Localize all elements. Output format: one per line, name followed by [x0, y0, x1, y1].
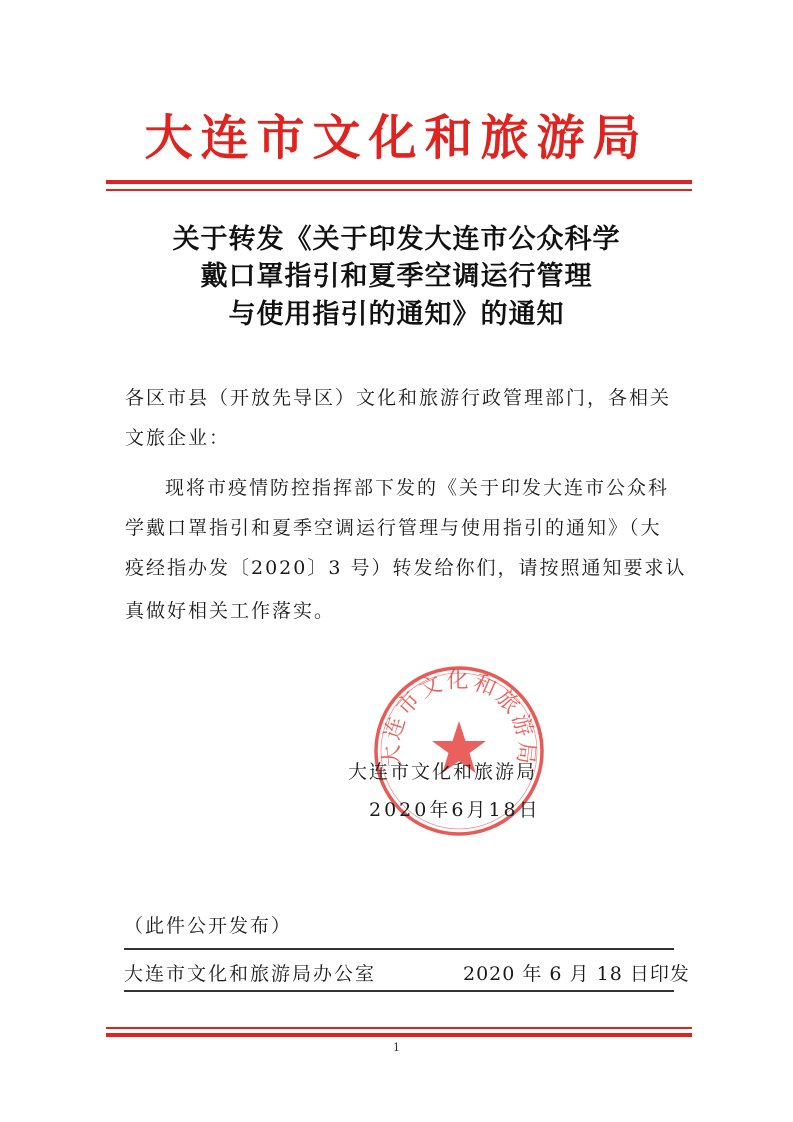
page-number: 1 — [393, 1041, 400, 1054]
footer-rule-bottom — [124, 990, 674, 992]
seal-text: 大连市文化和旅游局 — [379, 668, 539, 769]
footer-red-rule-thick — [106, 1033, 692, 1037]
footer-rule-top — [124, 948, 674, 950]
footer-red-rule-thin — [106, 1027, 692, 1029]
body-paragraph-line-2: 学戴口罩指引和夏季空调运行管理与使用指引的通知》（大 — [125, 517, 662, 539]
document-title-line-1: 关于转发《关于印发大连市公众科学 — [172, 224, 621, 255]
signature-org: 大连市文化和旅游局 — [348, 761, 538, 783]
body-paragraph-line-1: 现将市疫情防控指挥部下发的《关于印发大连市公众科 — [165, 477, 670, 499]
body-paragraph-line-3: 疫经指办发〔2020〕3 号）转发给你们，请按照通知要求认 — [125, 557, 687, 579]
recipients-line-2: 文旅企业： — [125, 427, 231, 449]
print-date: 2020 年 6 月 18 日印发 — [463, 963, 690, 985]
signature-date: 2020年6月18日 — [369, 799, 541, 821]
header-red-rule-thin — [106, 189, 692, 191]
recipients-line-1: 各区市县（开放先导区）文化和旅游行政管理部门，各相关 — [125, 387, 672, 409]
public-release-note: （此件公开发布） — [124, 915, 293, 937]
issuing-office: 大连市文化和旅游局办公室 — [124, 963, 377, 985]
header-red-rule-thick — [106, 180, 692, 184]
masthead-org-name: 大连市文化和旅游局 — [144, 110, 649, 166]
document-title-line-3: 与使用指引的通知》的通知 — [228, 299, 565, 330]
document-title-line-2: 戴口罩指引和夏季空调运行管理 — [200, 261, 593, 292]
body-paragraph-line-4: 真做好相关工作落实。 — [125, 600, 336, 622]
